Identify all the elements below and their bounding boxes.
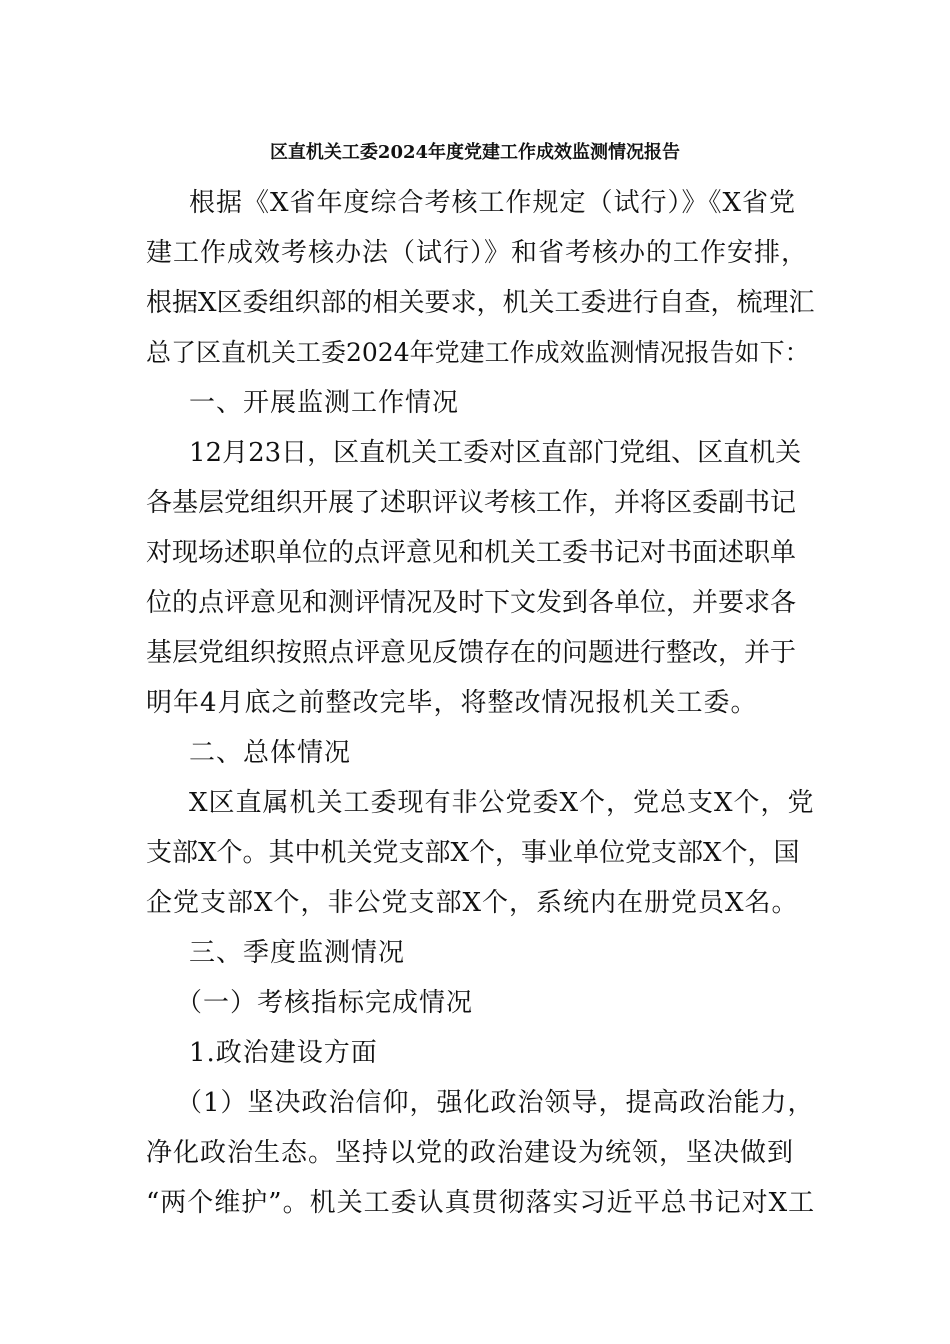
paragraph-line: X区直属机关工委现有非公党委X个，党总支X个，党 [189,788,815,818]
paragraph-line: 根据《X省年度综合考核工作规定（试行）》《X省党 [189,188,797,218]
paragraph-line: 对现场述职单位的点评意见和机关工委书记对书面述职单 [146,538,797,568]
subsection-heading: （一）考核指标完成情况 [176,988,474,1018]
paragraph-line: 支部X个。其中机关党支部X个，事业单位党支部X个，国 [146,838,800,868]
section-heading: 三、季度监测情况 [189,938,406,968]
paragraph-line: 净化政治生态。坚持以党的政治建设为统领，坚决做到 [146,1138,795,1168]
paragraph-line: 根据X区委组织部的相关要求，机关工委进行自查，梳理汇 [146,288,815,318]
paragraph-line: 各基层党组织开展了述职评议考核工作，并将区委副书记 [146,488,797,518]
document-title: 区直机关工委2024年度党建工作成效监测情况报告 [269,142,681,163]
paragraph-line: 企党支部X个，非公党支部X个，系统内在册党员X名。 [146,888,799,918]
section-heading: 一、开展监测工作情况 [189,388,460,418]
paragraph-line: 总了区直机关工委2024年党建工作成效监测情况报告如下： [146,338,810,367]
paragraph-line: 12月23日，区直机关工委对区直部门党组、区直机关 [189,438,802,468]
item-heading: 1.政治建设方面 [189,1038,378,1068]
paragraph-line: （1）坚决政治信仰，强化政治领导，提高政治能力， [176,1088,815,1118]
paragraph-line: 基层党组织按照点评意见反馈存在的问题进行整改，并于 [146,638,797,668]
paragraph-line: 明年4月底之前整改完毕，将整改情况报机关工委。 [146,688,758,718]
paragraph-line: 位的点评意见和测评情况及时下文发到各单位，并要求各 [146,588,797,618]
paragraph-line: “两个维护”。机关工委认真贯彻落实习近平总书记对X工 [146,1188,816,1218]
paragraph-line: 建工作成效考核办法（试行）》和省考核办的工作安排， [146,238,809,268]
section-heading: 二、总体情况 [189,738,352,768]
